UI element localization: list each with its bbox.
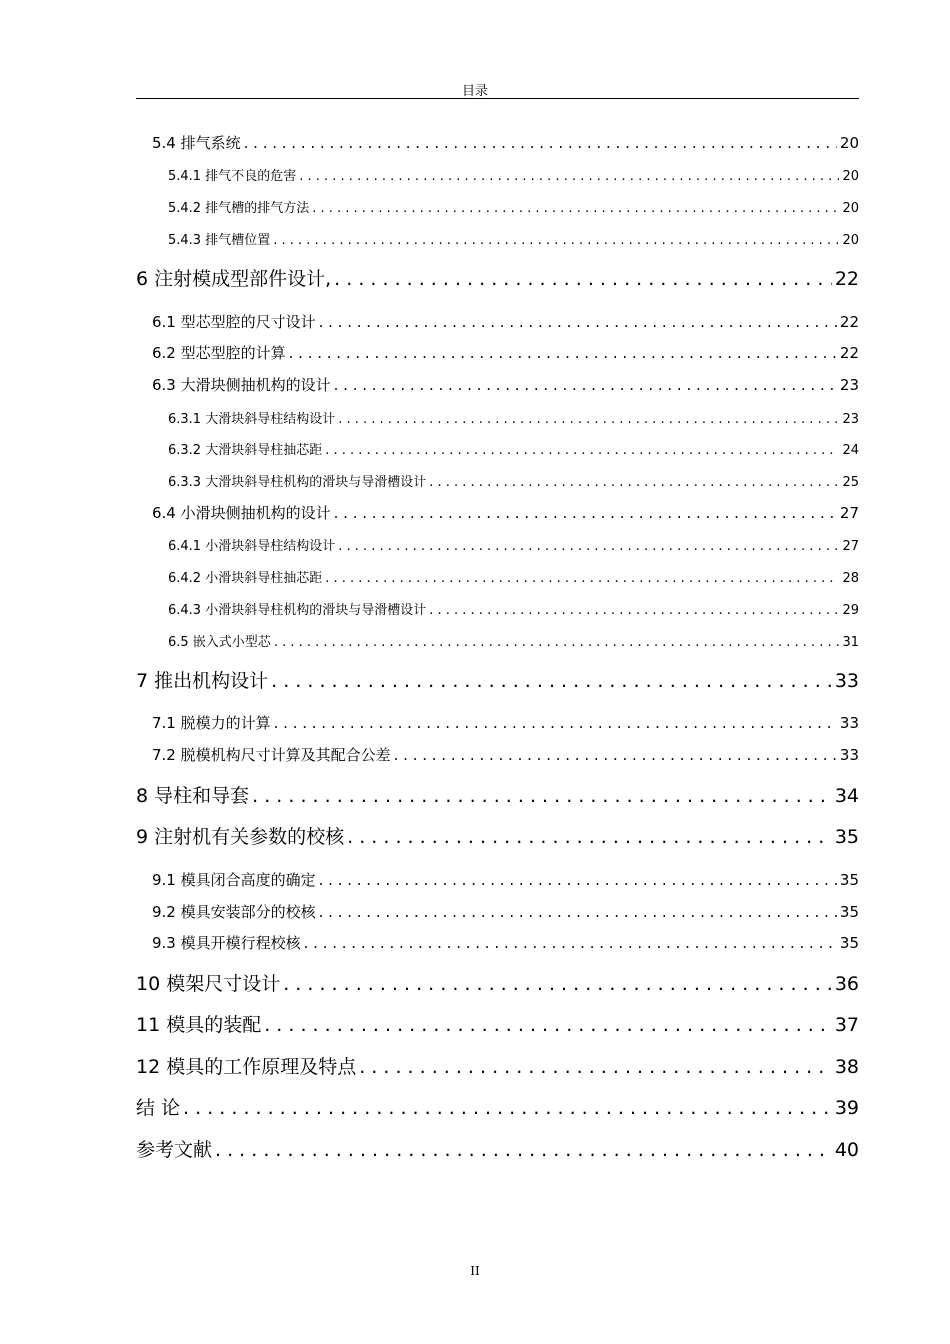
toc-leader-dots <box>319 905 837 920</box>
toc-entry-page: 27 <box>839 504 859 522</box>
toc-entry-page: 38 <box>834 1056 859 1078</box>
toc-entry[interactable] <box>136 378 859 393</box>
toc-entry-page: 34 <box>834 785 859 807</box>
toc-entry-page: 33 <box>839 746 859 764</box>
toc-entry-page: 23 <box>839 376 859 394</box>
toc-entry-label: 6.1 型芯型腔的尺寸设计 <box>152 313 316 331</box>
toc-entry-label: 6.4.3 小滑块斜导柱机构的滑块与导滑槽设计 <box>168 603 427 618</box>
toc-entry-label: 9.1 模具闭合高度的确定 <box>152 871 316 889</box>
toc-entry-label: 10 模架尺寸设计 <box>136 973 281 995</box>
toc-entry-label: 9.3 模具开模行程校核 <box>152 934 301 952</box>
toc-leader-dots <box>252 787 832 806</box>
toc-entry[interactable] <box>136 672 859 691</box>
toc-entry-page: 39 <box>834 1097 859 1119</box>
toc-leader-dots <box>289 346 837 361</box>
toc-entry-label: 6.4.2 小滑块斜导柱抽芯距 <box>168 571 323 586</box>
toc-leader-dots <box>271 672 832 691</box>
toc-entry-page: 24 <box>842 443 859 458</box>
toc-leader-dots <box>429 476 839 489</box>
toc-leader-dots <box>325 444 839 457</box>
toc-leader-dots <box>274 716 837 731</box>
toc-entry-label: 5.4.1 排气不良的危害 <box>168 169 297 184</box>
toc-entry-page: 35 <box>834 826 859 848</box>
toc-entry-label: 5.4 排气系统 <box>152 134 241 152</box>
toc-entry-label: 7.2 脱模机构尺寸计算及其配合公差 <box>152 746 391 764</box>
toc-entry-label: 结 论 <box>136 1097 181 1119</box>
toc-entry[interactable] <box>136 828 859 847</box>
toc-entry[interactable] <box>136 136 859 151</box>
toc-entry[interactable] <box>136 476 859 489</box>
toc-leader-dots <box>244 136 837 151</box>
toc-leader-dots <box>312 202 839 215</box>
toc-leader-dots <box>334 378 837 393</box>
toc-entry[interactable] <box>136 716 859 731</box>
toc-leader-dots <box>273 234 839 247</box>
toc-entry[interactable] <box>136 506 859 521</box>
toc-entry-page: 20 <box>839 134 859 152</box>
toc-entry-label: 6.3 大滑块侧抽机构的设计 <box>152 376 331 394</box>
toc-leader-dots <box>183 1099 832 1118</box>
toc-entry[interactable] <box>136 604 859 617</box>
toc-entry[interactable] <box>136 636 859 649</box>
toc-leader-dots <box>299 170 839 183</box>
toc-leader-dots <box>264 1016 832 1035</box>
toc-entry-label: 6.5 嵌入式小型芯 <box>168 635 271 650</box>
toc-entry-label: 12 模具的工作原理及特点 <box>136 1056 357 1078</box>
toc-leader-dots <box>394 748 837 763</box>
toc-entry-label: 5.4.3 排气槽位置 <box>168 233 271 248</box>
toc-entry-label: 6.2 型芯型腔的计算 <box>152 344 286 362</box>
toc-entry[interactable] <box>136 787 859 806</box>
toc-entry-label: 6.4.1 小滑块斜导柱结构设计 <box>168 539 336 554</box>
toc-entry-label: 8 导柱和导套 <box>136 785 250 807</box>
toc-entry-page: 37 <box>834 1014 859 1036</box>
toc-entry[interactable] <box>136 346 859 361</box>
toc-leader-dots <box>429 604 839 617</box>
toc-entry-page: 33 <box>834 670 859 692</box>
toc-leader-dots <box>347 828 832 847</box>
toc-entry-label: 6.3.2 大滑块斜导柱抽芯距 <box>168 443 323 458</box>
toc-entry[interactable] <box>136 170 859 183</box>
toc-entry-page: 33 <box>839 714 859 732</box>
toc-entry[interactable] <box>136 1058 859 1077</box>
toc-leader-dots <box>304 936 837 951</box>
toc-entry-page: 31 <box>842 635 859 650</box>
toc-entry[interactable] <box>136 572 859 585</box>
toc-entry[interactable] <box>136 873 859 888</box>
toc-entry[interactable] <box>136 748 859 763</box>
toc-entry-label: 参考文献 <box>136 1139 213 1161</box>
toc-entry[interactable] <box>136 1141 859 1160</box>
toc-entry-page: 27 <box>842 539 859 554</box>
toc-leader-dots <box>334 270 832 289</box>
toc-entry-page: 20 <box>842 169 859 184</box>
toc-entry-label: 9.2 模具安装部分的校核 <box>152 903 316 921</box>
toc-entry[interactable] <box>136 1016 859 1035</box>
toc-entry-page: 28 <box>842 571 859 586</box>
toc-entry-label: 6.4 小滑块侧抽机构的设计 <box>152 504 331 522</box>
toc-leader-dots <box>319 315 837 330</box>
toc-entry-label: 5.4.2 排气槽的排气方法 <box>168 201 310 216</box>
toc-entry-page: 29 <box>842 603 859 618</box>
toc-leader-dots <box>283 975 832 994</box>
toc-entry[interactable] <box>136 540 859 553</box>
toc-entry[interactable] <box>136 270 859 289</box>
toc-leader-dots <box>359 1058 832 1077</box>
toc-entry[interactable] <box>136 413 859 426</box>
toc-entry-page: 20 <box>842 233 859 248</box>
toc-entry[interactable] <box>136 315 859 330</box>
page-number: II <box>470 1264 480 1278</box>
toc-entry-page: 25 <box>842 475 859 490</box>
toc-entry-label: 7.1 脱模力的计算 <box>152 714 271 732</box>
toc-leader-dots <box>215 1141 832 1160</box>
toc-entry-page: 20 <box>842 201 859 216</box>
toc-entry-label: 11 模具的装配 <box>136 1014 262 1036</box>
toc-entry-label: 6.3.1 大滑块斜导柱结构设计 <box>168 412 336 427</box>
toc-leader-dots <box>325 572 839 585</box>
running-header-title: 目录 <box>461 84 488 99</box>
toc-entry[interactable] <box>136 936 859 951</box>
table-of-contents <box>136 0 859 1200</box>
toc-entry-page: 22 <box>839 344 859 362</box>
toc-leader-dots <box>334 506 837 521</box>
toc-entry-page: 36 <box>834 973 859 995</box>
toc-entry[interactable] <box>136 444 859 457</box>
toc-entry-page: 23 <box>842 412 859 427</box>
toc-entry[interactable] <box>136 202 859 215</box>
toc-entry-page: 35 <box>839 871 859 889</box>
toc-entry-label: 9 注射机有关参数的校核 <box>136 826 345 848</box>
toc-entry[interactable] <box>136 975 859 994</box>
toc-leader-dots <box>338 413 839 426</box>
toc-entry[interactable] <box>136 905 859 920</box>
toc-entry-label: 6.3.3 大滑块斜导柱机构的滑块与导滑槽设计 <box>168 475 427 490</box>
toc-leader-dots <box>274 636 840 649</box>
toc-entry-page: 35 <box>839 934 859 952</box>
toc-entry-label: 7 推出机构设计 <box>136 670 269 692</box>
toc-entry-page: 22 <box>834 268 859 290</box>
toc-entry-page: 22 <box>839 313 859 331</box>
toc-entry-page: 40 <box>834 1139 859 1161</box>
toc-entry[interactable] <box>136 234 859 247</box>
toc-entry[interactable] <box>136 1099 859 1118</box>
toc-entry-label: 6 注射模成型部件设计, <box>136 268 332 290</box>
toc-entry-page: 35 <box>839 903 859 921</box>
toc-leader-dots <box>338 540 839 553</box>
toc-leader-dots <box>319 873 837 888</box>
